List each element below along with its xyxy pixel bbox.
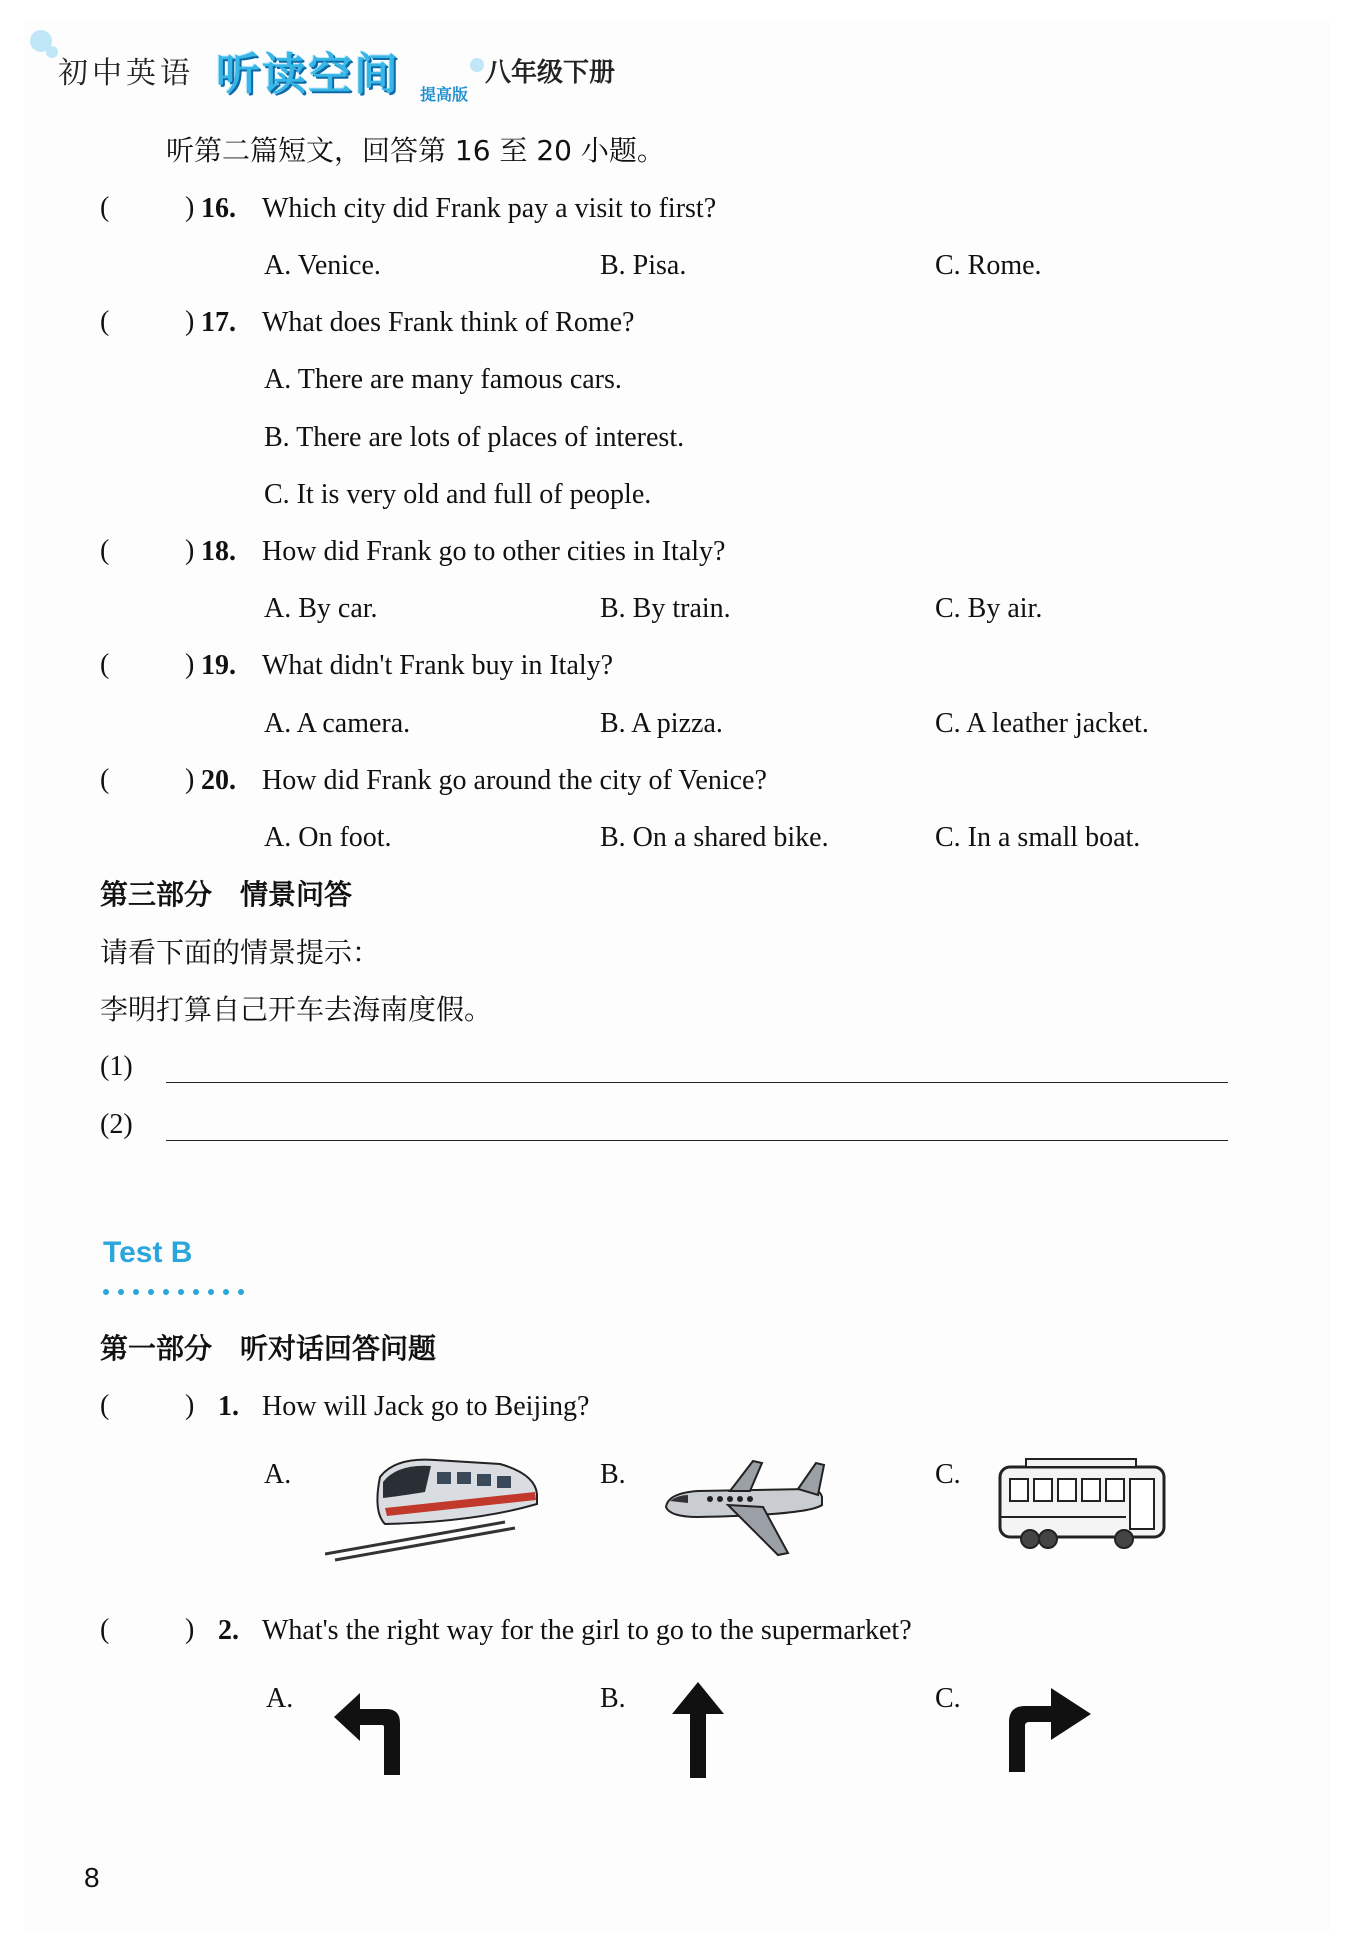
question-text: Which city did Frank pay a visit to first? bbox=[262, 193, 717, 224]
question-number: 18. bbox=[201, 536, 236, 567]
answer-blank-close: ) bbox=[185, 192, 195, 223]
option-c: C. By air. bbox=[935, 593, 1043, 624]
answer-blank[interactable]: ( bbox=[100, 192, 110, 223]
situation-text: 李明打算自己开车去海南度假。 bbox=[100, 993, 493, 1026]
page-number: 8 bbox=[84, 1862, 100, 1893]
answer-line[interactable] bbox=[166, 1082, 1228, 1083]
option-a-label: A. bbox=[266, 1683, 294, 1714]
option-b-label: B. bbox=[600, 1683, 626, 1714]
option-a: A. There are many famous cars. bbox=[264, 364, 622, 395]
option-b: B. There are lots of places of interest. bbox=[264, 422, 685, 453]
heading-underline-dots bbox=[103, 1282, 253, 1300]
option-c: C. In a small boat. bbox=[935, 822, 1141, 853]
answer-blank-close: ) bbox=[185, 1390, 195, 1421]
question-number: 17. bbox=[201, 307, 236, 338]
brand-title: 听读空间 bbox=[216, 49, 400, 100]
option-b: B. A pizza. bbox=[600, 708, 723, 739]
answer-blank-close: ) bbox=[185, 535, 195, 566]
answer-blank-close: ) bbox=[185, 764, 195, 795]
section-instruction: 听第二篇短文，回答第 16 至 20 小题。 bbox=[166, 134, 665, 167]
option-c-label: C. bbox=[935, 1459, 961, 1490]
answer-blank[interactable]: ( bbox=[100, 764, 110, 795]
decor-bubble bbox=[46, 46, 58, 58]
question-number: 16. bbox=[201, 193, 236, 224]
option-a: A. By car. bbox=[264, 593, 378, 624]
answer-blank[interactable]: ( bbox=[100, 1614, 110, 1645]
question-number: 2. bbox=[218, 1615, 239, 1646]
blank-label: (1) bbox=[100, 1051, 133, 1082]
answer-blank-close: ) bbox=[185, 1614, 195, 1645]
option-a: A. Venice. bbox=[264, 250, 381, 281]
answer-blank[interactable]: ( bbox=[100, 1390, 110, 1421]
brand-grade: 八年级下册 bbox=[485, 58, 616, 88]
question-text: How did Frank go around the city of Venice? bbox=[262, 765, 767, 796]
turn-right-arrow-icon[interactable] bbox=[1005, 1680, 1095, 1775]
answer-blank[interactable]: ( bbox=[100, 535, 110, 566]
bus-icon[interactable] bbox=[996, 1455, 1172, 1557]
option-b: B. Pisa. bbox=[600, 250, 687, 281]
straight-arrow-icon[interactable] bbox=[668, 1680, 728, 1780]
brand-edition: 提高版 bbox=[420, 85, 469, 104]
option-c: C. Rome. bbox=[935, 250, 1042, 281]
answer-blank-close: ) bbox=[185, 306, 195, 337]
airplane-icon[interactable] bbox=[658, 1455, 828, 1560]
answer-blank-close: ) bbox=[185, 649, 195, 680]
option-c: C. It is very old and full of people. bbox=[264, 479, 652, 510]
turn-left-arrow-icon[interactable] bbox=[330, 1683, 420, 1778]
answer-blank[interactable]: ( bbox=[100, 649, 110, 680]
question-text: What does Frank think of Rome? bbox=[262, 307, 635, 338]
option-a-label: A. bbox=[264, 1459, 292, 1490]
option-b: B. On a shared bike. bbox=[600, 822, 829, 853]
option-a: A. On foot. bbox=[264, 822, 392, 853]
question-text: How did Frank go to other cities in Italy? bbox=[262, 536, 726, 567]
blank-label: (2) bbox=[100, 1109, 133, 1140]
situation-prompt: 请看下面的情景提示： bbox=[100, 936, 381, 969]
question-number: 1. bbox=[218, 1391, 239, 1422]
option-c-label: C. bbox=[935, 1683, 961, 1714]
question-number: 20. bbox=[201, 765, 236, 796]
test-heading: Test B bbox=[103, 1236, 193, 1269]
question-text: What's the right way for the girl to go to the supermarket? bbox=[262, 1615, 912, 1646]
decor-bubble bbox=[470, 58, 484, 72]
brand-subject: 初中英语 bbox=[58, 56, 194, 91]
option-a: A. A camera. bbox=[264, 708, 411, 739]
question-number: 19. bbox=[201, 650, 236, 681]
question-text: How will Jack go to Beijing? bbox=[262, 1391, 590, 1422]
option-b-label: B. bbox=[600, 1459, 626, 1490]
book-header bbox=[30, 30, 730, 110]
answer-blank[interactable]: ( bbox=[100, 306, 110, 337]
question-text: What didn't Frank buy in Italy? bbox=[262, 650, 614, 681]
option-b: B. By train. bbox=[600, 593, 731, 624]
train-icon[interactable] bbox=[325, 1452, 540, 1562]
section-title: 第三部分 情景问答 bbox=[100, 878, 353, 911]
section-title: 第一部分 听对话回答问题 bbox=[100, 1332, 437, 1365]
option-c: C. A leather jacket. bbox=[935, 708, 1149, 739]
answer-line[interactable] bbox=[166, 1140, 1228, 1141]
